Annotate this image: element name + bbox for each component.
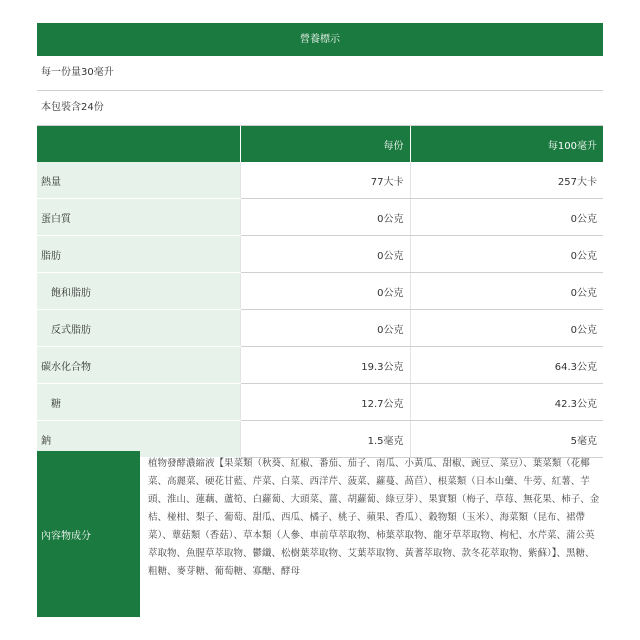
per-100ml-value: 64.3公克 (410, 347, 603, 384)
per-serving-value: 1.5毫克 (240, 421, 410, 458)
ingredients-label: 內容物成分 (37, 451, 140, 617)
table-row (37, 162, 603, 199)
ingredients-section (37, 451, 603, 617)
per-serving-value: 19.3公克 (240, 347, 410, 384)
nutrient-name: 蛋白質 (37, 199, 240, 236)
servings-per-package: 本包裝含24份 (37, 91, 603, 126)
per-serving-value: 0公克 (240, 199, 410, 236)
nutrient-name: 熱量 (37, 162, 240, 199)
table-row (37, 384, 603, 421)
nutrition-table (37, 126, 603, 458)
per-100ml-value: 5毫克 (410, 421, 603, 458)
nutrient-name: 碳水化合物 (37, 347, 240, 384)
nutrient-name: 糖 (37, 384, 240, 421)
column-header-label (37, 126, 240, 162)
nutrient-name: 鈉 (37, 421, 240, 458)
nutrition-title: 營養標示 (37, 23, 603, 56)
table-row (37, 236, 603, 273)
per-100ml-value: 42.3公克 (410, 384, 603, 421)
table-row (37, 273, 603, 310)
per-100ml-value: 0公克 (410, 273, 603, 310)
table-row (37, 310, 603, 347)
per-100ml-value: 257大卡 (410, 162, 603, 199)
table-row (37, 347, 603, 384)
nutrient-name: 飽和脂肪 (37, 273, 240, 310)
per-serving-value: 0公克 (240, 310, 410, 347)
per-serving-value: 77大卡 (240, 162, 410, 199)
column-header-per-serving: 每份 (240, 126, 410, 162)
per-100ml-value: 0公克 (410, 236, 603, 273)
column-header-per-100ml: 每100毫升 (410, 126, 603, 162)
per-serving-value: 12.7公克 (240, 384, 410, 421)
ingredients-text: 植物發酵濃縮液【果菜類（秋葵、紅椒、番茄、茄子、南瓜、小黃瓜、甜椒、豌豆、菜豆）、葉菜類（花椰菜、高麗菜、硬花甘藍、芹菜、白菜、西洋芹、菠菜、蘿蔓、萵苣）、根菜類（日本山藥、牛蒡、紅薯、芋頭、淮山、蓮藕、蘆筍、白蘿蔔、大頭菜、薑、胡蘿蔔、綠豆芽）、果實類（梅子、草莓、無花果、柿子、金桔、椪柑、梨子、葡萄、甜瓜、西瓜、橘子、桃子、蘋果、香瓜）、穀物類（玉米）、海菜類（昆布、裙帶菜）、蕈菇類（香菇）、草本類（人參、車前草萃取物、柿葉萃取物、龍牙草萃取物、枸杞、水芹菜、蒲公英萃取物、魚腥草萃取物、鬱纖、松樹葉萃取物、艾葉萃取物、黃蓍萃取物、款冬花萃取物、紫蘇）】、黑糖、粗糖、麥芽糖、葡萄糖、寡醣、酵母 (148, 458, 600, 577)
serving-size: 每一份量30毫升 (37, 56, 603, 91)
table-header-row (37, 126, 603, 162)
per-serving-value: 0公克 (240, 273, 410, 310)
nutrition-label (37, 23, 603, 577)
per-serving-value: 0公克 (240, 236, 410, 273)
per-100ml-value: 0公克 (410, 310, 603, 347)
per-100ml-value: 0公克 (410, 199, 603, 236)
nutrient-name: 反式脂肪 (37, 310, 240, 347)
nutrient-name: 脂肪 (37, 236, 240, 273)
table-row (37, 199, 603, 236)
